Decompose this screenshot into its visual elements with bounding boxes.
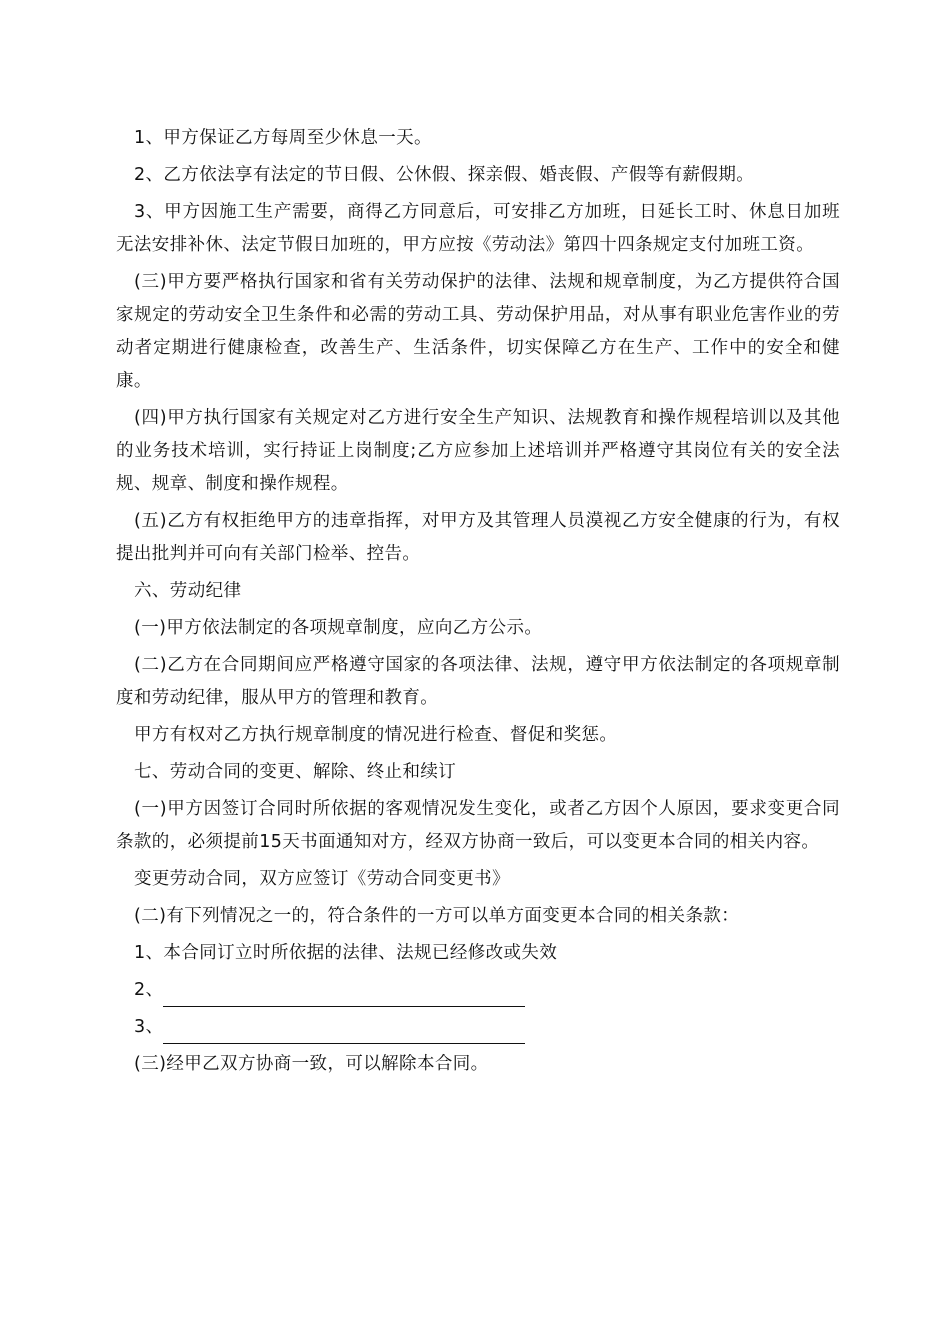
section-heading-contract-changes: 七、劳动合同的变更、解除、终止和续订 <box>134 762 457 782</box>
clause-obey-laws: (二)乙方在合同期间应严格遵守国家的各项法律、法规，遵守甲方依法制定的各项规章制度和劳动纪律，服从甲方的管理和教育。 <box>116 655 840 708</box>
clause-refuse-violation: (五)乙方有权拒绝甲方的违章指挥，对甲方及其管理人员漠视乙方安全健康的行为，有权提出批判并可向有关部门检举、控告。 <box>116 511 840 564</box>
clause-overtime: 3、甲方因施工生产需要，商得乙方同意后，可安排乙方加班，日延长工时、休息日加班无法安排补休、法定节假日加班的，甲方应按《劳动法》第四十四条规定支付加班工资。 <box>116 202 840 255</box>
clause-rest-weekly: 1、甲方保证乙方每周至少休息一天。 <box>134 128 432 148</box>
document-body <box>116 122 840 1085</box>
list-item-number: 2、 <box>134 980 164 1000</box>
list-item-law-change: 1、本合同订立时所依据的法律、法规已经修改或失效 <box>134 943 558 963</box>
list-item-number: 3、 <box>134 1017 164 1037</box>
clause-inspection-rights: 甲方有权对乙方执行规章制度的情况进行检查、督促和奖惩。 <box>134 725 618 745</box>
clause-unilateral-change: (二)有下列情况之一的，符合条件的一方可以单方面变更本合同的相关条款： <box>134 906 740 926</box>
clause-contract-change-notice: (一)甲方因签订合同时所依据的客观情况发生变化，或者乙方因个人原因，要求变更合同条款的，必须提前15天书面通知对方，经双方协商一致后，可以变更本合同的相关内容。 <box>116 799 840 852</box>
clause-paid-holidays: 2、乙方依法享有法定的节日假、公休假、探亲假、婚丧假、产假等有薪假期。 <box>134 165 755 185</box>
list-item-blank-3 <box>116 1011 840 1044</box>
section-heading-labor-discipline: 六、劳动纪律 <box>134 581 242 601</box>
clause-safety-training: (四)甲方执行国家有关规定对乙方进行安全生产知识、法规教育和操作规程培训以及其他的业务技术培训，实行持证上岗制度;乙方应参加上述培训并严格遵守其岗位有关的安全法规、规章、制度和操作规程。 <box>116 408 840 494</box>
list-item-blank-2 <box>116 974 840 1007</box>
clause-mutual-termination: (三)经甲乙双方协商一致，可以解除本合同。 <box>134 1054 489 1074</box>
fill-in-blank-line <box>163 984 525 1007</box>
clause-labor-protection: (三)甲方要严格执行国家和省有关劳动保护的法律、法规和规章制度，为乙方提供符合国家规定的劳动安全卫生条件和必需的劳动工具、劳动保护用品，对从事有职业危害作业的劳动者定期进行健康检查，改善生产、生活条件，切实保障乙方在生产、工作中的安全和健康。 <box>116 272 840 391</box>
fill-in-blank-line <box>163 1021 525 1044</box>
clause-rules-publicity: (一)甲方依法制定的各项规章制度，应向乙方公示。 <box>134 618 543 638</box>
clause-change-document: 变更劳动合同，双方应签订《劳动合同变更书》 <box>134 869 510 889</box>
